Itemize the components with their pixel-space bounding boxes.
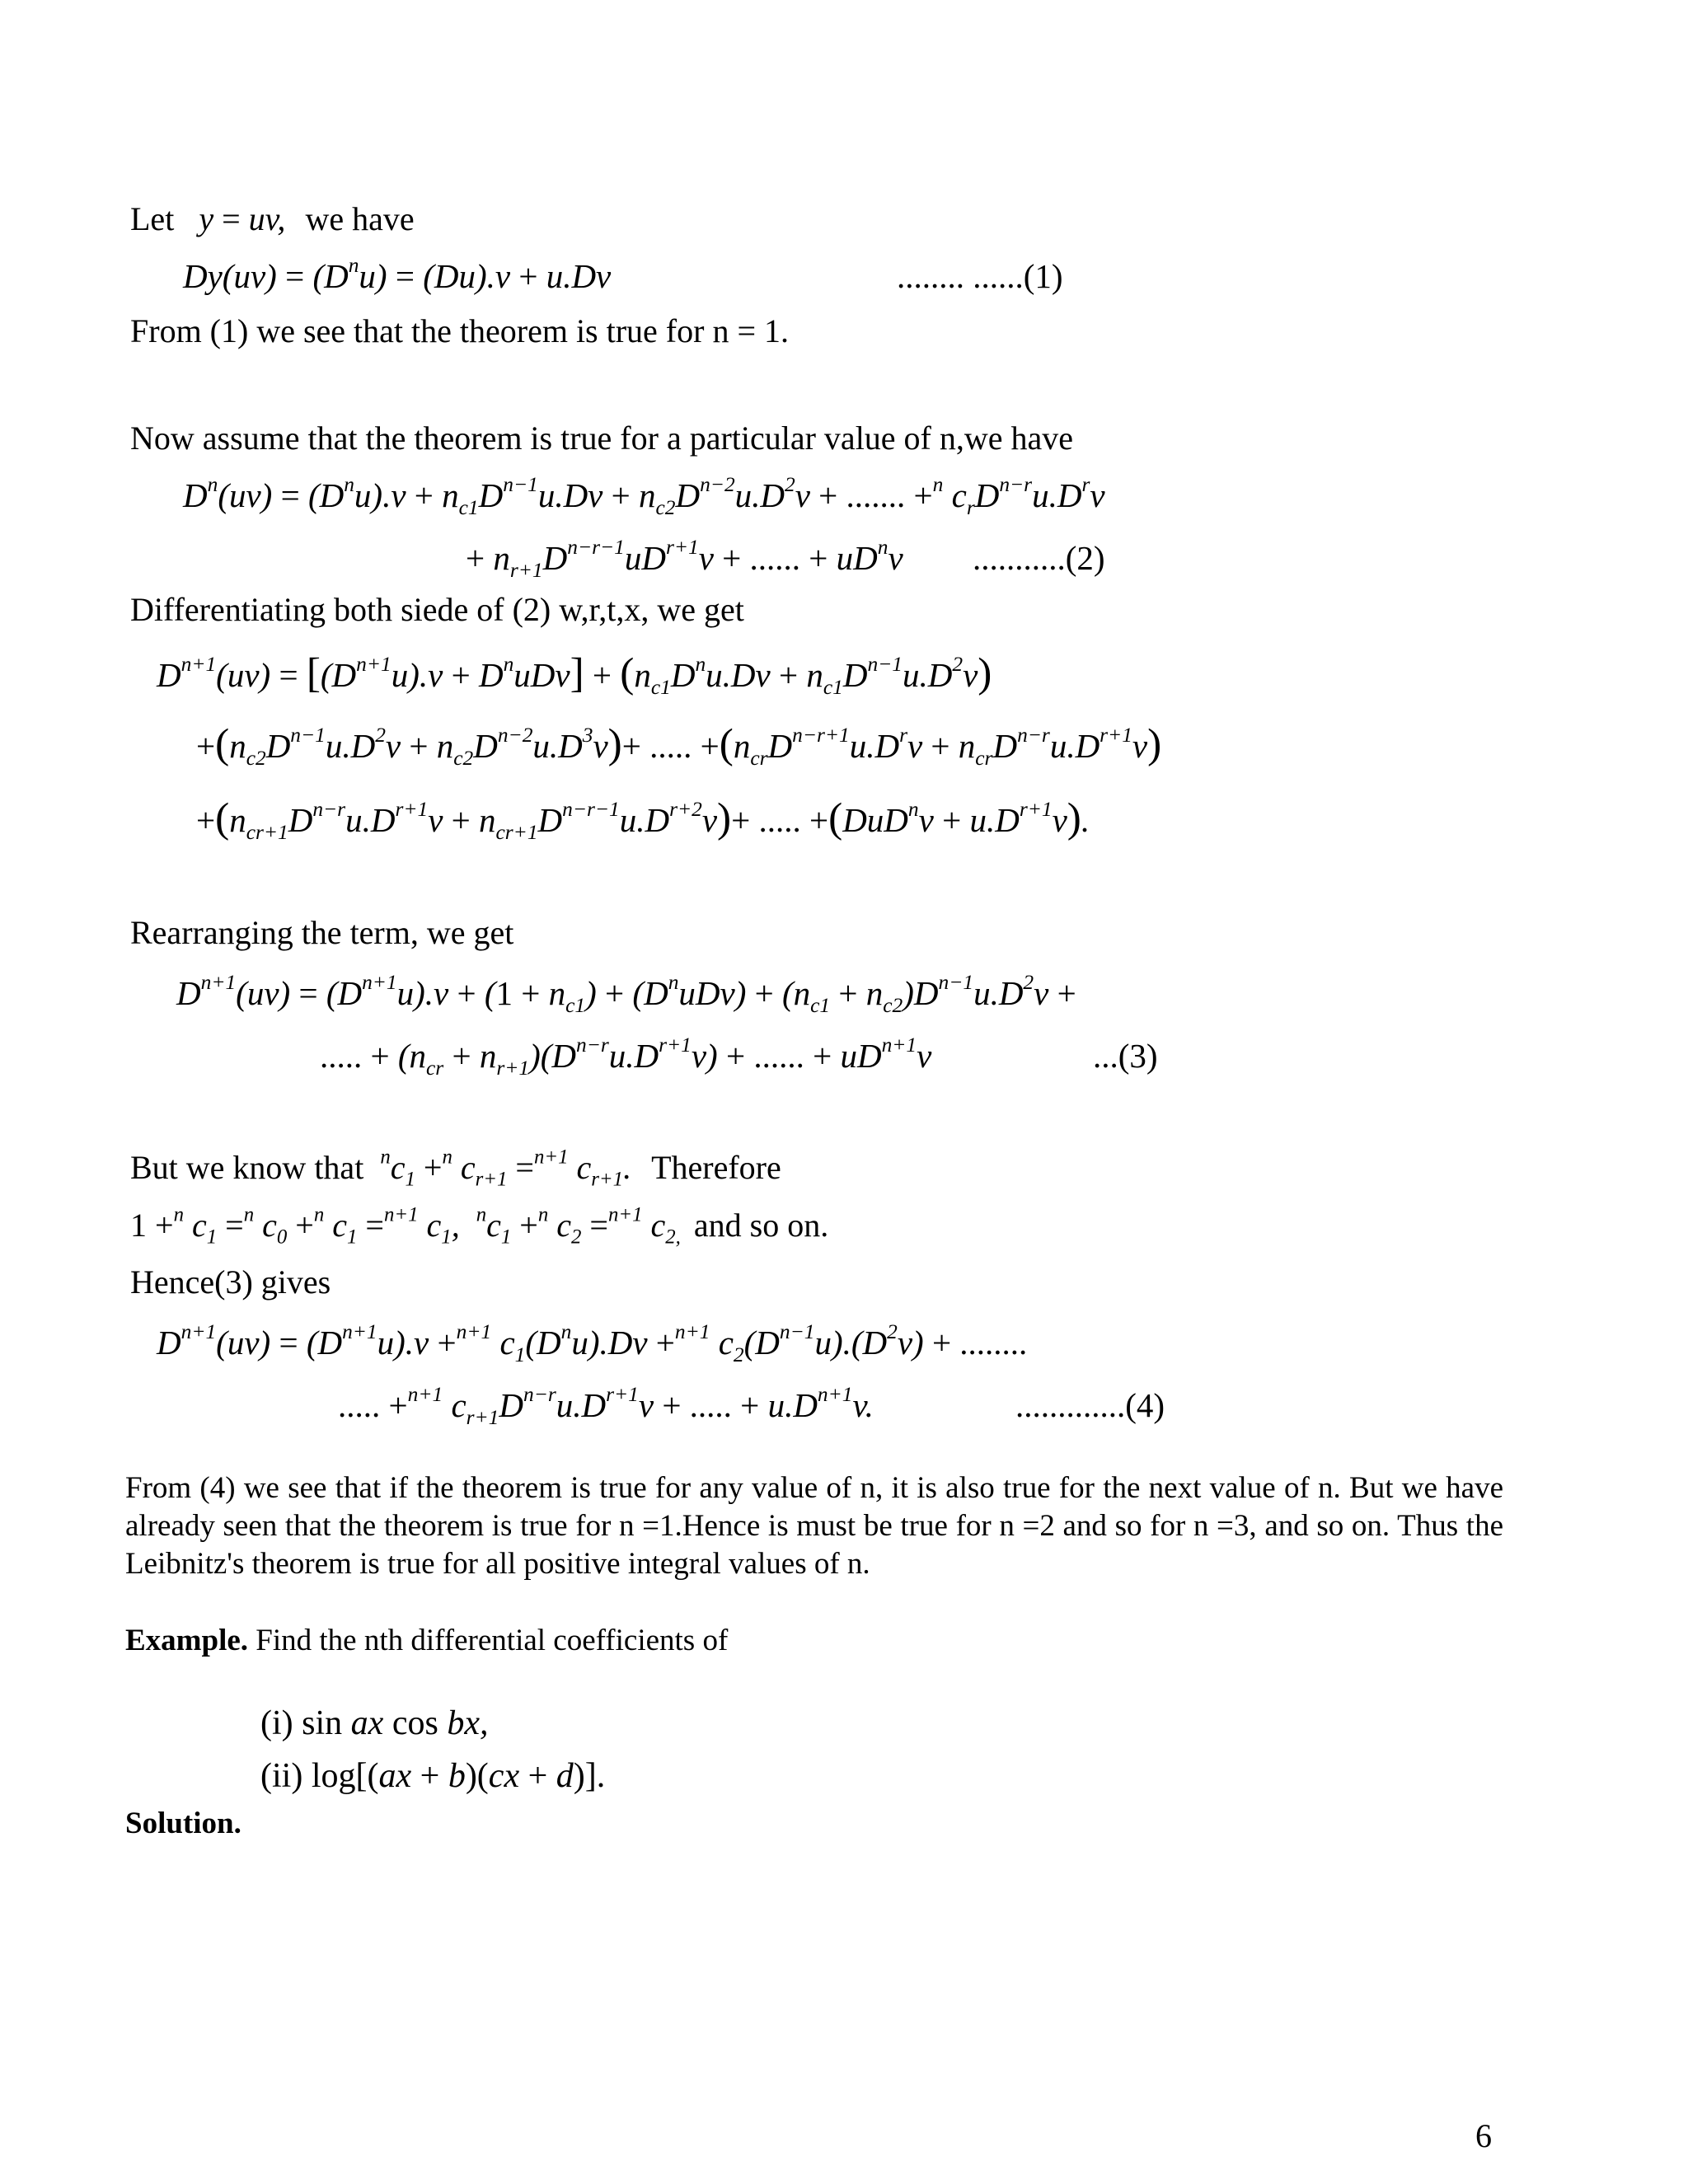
therefore: Therefore: [651, 1149, 781, 1186]
let-word: Let: [130, 200, 175, 237]
equation-4-number: .............(4): [1015, 1386, 1165, 1424]
closing-paragraph: From (4) we see that if the theorem is true for any value of n, it is also true for the next value of n. But we have already seen that the theorem is true for n =1.Hence is must be true for n =2 and so for n =3, and so on. Thus the Leibnitz's theorem is true for all positive integral values of n.: [125, 1471, 1503, 1581]
item-1-expression: sin ax cos bx,: [302, 1704, 489, 1742]
but-we-know: But we know that: [130, 1149, 364, 1186]
binomial-identities: 1 +$^n$ $c_1 =^n$ $c_0 +^n$ $c_1 =^{n+1}$ $c_1$, $^nc_1 +^n$ $c_2 =^{n+1}$ $c_{2,}$: [130, 1203, 681, 1249]
item-2-number: (ii): [260, 1757, 303, 1795]
conclusion-n1: From (1) we see that the theorem is true for n = 1.: [130, 312, 790, 349]
equation-2-line-1: $D^n(uv) = (D^nu).v + n_{c1}D^{n-1}u.Dv + n_{c2}D^{n-2}u.D^2v$ + ....... +$^n$ $c_rD^{n-r}u.D^rv$: [183, 472, 1105, 519]
page-number: 6: [1475, 2117, 1492, 2154]
hence-text: Hence(3) gives: [130, 1263, 331, 1301]
equation-4-line-2: ..... +$^{n+1}$ $c_{r+1}D^{n-r}u.D^{r+1}v$ + ..... + $u.D^{n+1}v$.: [338, 1382, 874, 1429]
differentiated-line-2: $+(n_{c2}D^{n-1}u.D^2v + n_{c2}D^{n-2}u.D^3v)+$ ..... $+(n_{cr}D^{n-r+1}u.D^rv + n_{cr}D^{n-r}u.D^{r+1}v)$: [196, 720, 1162, 770]
rearranged-line-1: $D^{n+1}(uv) = (D^{n+1}u).v + (1 + n_{c1}) + (D^nuDv) + (n_{c1} + n_{c2})D^{n-1}u.D^2v$ +: [176, 970, 1076, 1017]
item-2-expression: log[(ax + b)(cx + d)].: [311, 1757, 606, 1795]
identity-expression: $^nc_1 +^n$ $c_{r+1} =^{n+1}$ $c_{r+1}$.: [380, 1146, 632, 1191]
item-1-number: (i): [260, 1704, 293, 1742]
identity-line-2: [130, 1203, 829, 1249]
rearranged-line-2: ..... + $(n_{cr} + n_{r+1})(D^{n-r}u.D^{r+1}v)$ + ...... + $uD^{n+1}v$: [320, 1033, 932, 1080]
equation-1-number: ........ ......(1): [897, 257, 1063, 295]
differentiated-line-3: $+(n_{cr+1}D^{n-r}u.D^{r+1}v + n_{cr+1}D^{n-r-1}u.D^{r+2}v)+$ ..... $+(DuD^nv + u.D^{r+1}v)$.: [196, 794, 1090, 844]
solution-label: Solution.: [125, 1807, 241, 1840]
and-so-on: and so on.: [693, 1207, 829, 1244]
equation-4-line-1: $D^{n+1}(uv) = (D^{n+1}u).v +^{n+1}$ $c_1(D^nu).Dv +^{n+1}$ $c_2(D^{n-1}u).(D^2v)$ + ........: [157, 1319, 1028, 1366]
differentiate-text: Differentiating both siede of (2) w,r,t,x, we get: [130, 591, 744, 628]
example-line: [125, 1622, 728, 1660]
equation-1: $Dy(uv) = (D^nu) = (Du).v + u.Dv$: [183, 253, 612, 295]
differentiated-line-1: $D^{n+1}(uv) = [(D^{n+1}u).v + D^nuDv] + (n_{c1}D^nu.Dv + n_{c1}D^{n-1}u.D^2v)$: [157, 649, 992, 699]
assume-text: Now assume that the theorem is true for a particular value of n,we have: [130, 419, 1074, 457]
intro-line: [130, 199, 415, 240]
equation-2-line-2: + $n_{r+1}D^{n-r-1}uD^{r+1}v$ + ...... + $uD^nv$: [466, 535, 903, 582]
example-label: Example.: [125, 1624, 249, 1657]
equation-2-number: ...........(2): [973, 539, 1105, 577]
equation-3-number: ...(3): [1093, 1037, 1158, 1075]
example-item-2: [260, 1755, 605, 1797]
example-item-1: [260, 1703, 488, 1744]
rearrange-text: Rearranging the term, we get: [130, 914, 514, 951]
identity-line-1: [130, 1146, 781, 1191]
we-have: we have: [305, 200, 415, 237]
example-text: Find the nth differential coefficients of: [256, 1624, 729, 1657]
let-expression: y = uv,: [182, 200, 286, 237]
